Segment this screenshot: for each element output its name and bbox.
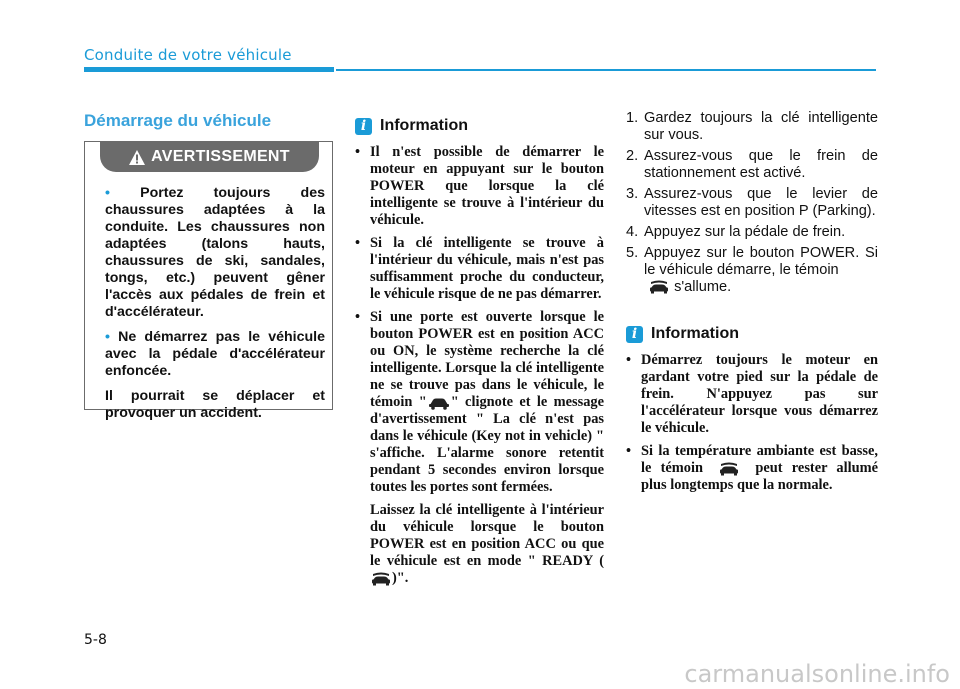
step-item bbox=[626, 245, 878, 296]
step-text: Appuyez sur le bouton POWER. Si le véhicule démarre, le témoin bbox=[644, 245, 878, 278]
info-header bbox=[626, 325, 739, 343]
watermark: carmanualsonline.info bbox=[684, 660, 950, 688]
steps-list bbox=[626, 110, 878, 300]
bullet: • bbox=[626, 352, 632, 368]
bullet: • bbox=[626, 443, 632, 459]
warning-item bbox=[105, 185, 325, 321]
info-title: Information bbox=[651, 325, 739, 342]
list-item-text: Il n'est possible de démarrer le moteur en appuyant sur le bouton POWER que lorsque la clé intelligente se trouve à l'intérieur du véhicule. bbox=[370, 144, 604, 228]
car-key-icon bbox=[427, 396, 451, 410]
step-item bbox=[626, 186, 878, 220]
list-item-text-a: Si une porte est ouverte lorsque le bouton POWER est en position ACC ou ON, le système recherche la clé intelligente. Lorsque la clé intelligente ne se trouve pas dans le véhicule, le témoin " bbox=[370, 309, 604, 410]
list-item bbox=[626, 352, 878, 437]
step-text: Assurez-vous que le levier de vitesses est en position P (Parking). bbox=[644, 186, 878, 219]
info-title: Information bbox=[380, 117, 468, 134]
paragraph-text-b: )". bbox=[392, 570, 409, 586]
list-item-text-a: Si la température ambiante est basse, le témoin bbox=[641, 443, 878, 476]
list-item-text: Démarrez toujours le moteur en gardant votre pied sur la pédale de frein. N'appuyez pas sur l'accélérateur lorsque vous démarrez le véhicule. bbox=[641, 352, 878, 436]
list-item bbox=[355, 144, 604, 229]
header-title: Conduite de votre véhicule bbox=[84, 46, 292, 64]
list-item-text-b: peut rester allumé plus longtemps que la normale. bbox=[641, 460, 878, 493]
info-icon: i bbox=[626, 326, 643, 343]
car-ready-icon bbox=[718, 461, 740, 477]
warning-item-text: Portez toujours des chaussures adaptées à la conduite. Les chaussures non adaptées (talons hauts, chaussures de ski, sandales, tongs, etc.) peuvent gêner l'accès aux pédales de frein et d'accélérateur. bbox=[105, 185, 325, 320]
bullet: • bbox=[355, 144, 361, 160]
info-list bbox=[355, 144, 604, 587]
step-number: 4. bbox=[626, 224, 639, 240]
warning-header bbox=[100, 142, 319, 172]
bullet: • bbox=[355, 235, 361, 251]
car-ready-icon bbox=[370, 571, 392, 587]
list-paragraph bbox=[355, 502, 604, 587]
info-list bbox=[626, 352, 878, 500]
step-item bbox=[626, 148, 878, 182]
info-icon: i bbox=[355, 118, 372, 135]
list-item bbox=[355, 235, 604, 303]
step-text: Gardez toujours la clé intelligente sur vous. bbox=[644, 110, 878, 143]
step-text: Assurez-vous que le frein de stationnement est activé. bbox=[644, 148, 878, 181]
step-number: 3. bbox=[626, 186, 639, 202]
bullet: • bbox=[355, 309, 361, 325]
warning-paragraph: Il pourrait se déplacer et provoquer un accident. bbox=[105, 388, 325, 421]
step-text-tail: s'allume. bbox=[674, 279, 732, 295]
step-item bbox=[626, 224, 878, 241]
warning-triangle-icon bbox=[129, 150, 145, 165]
list-item bbox=[626, 443, 878, 494]
step-number: 5. bbox=[626, 245, 639, 261]
list-item bbox=[355, 309, 604, 496]
bullet: • bbox=[105, 329, 110, 345]
list-item-text-b: " clignote et le message d'avertissement " La clé n'est pas dans le véhicule (Key not in vehicle) " s'affiche. L'alarme sonore retentit pendant 5 secondes environ lorsque toutes les portes sont fermées. bbox=[370, 394, 604, 495]
car-ready-icon bbox=[648, 279, 670, 295]
warning-item-text: Ne démarrez pas le véhicule avec la pédale d'accélérateur enfoncée. bbox=[105, 329, 325, 379]
warning-list bbox=[105, 185, 325, 422]
step-number: 1. bbox=[626, 110, 639, 126]
info-header bbox=[355, 117, 468, 135]
paragraph-text-a: Laissez la clé intelligente à l'intérieur du véhicule lorsque le bouton POWER est en position ACC ou que le véhicule est en mode " READY ( bbox=[370, 502, 604, 569]
warning-box bbox=[84, 141, 333, 421]
step-item bbox=[626, 110, 878, 144]
warning-item bbox=[105, 329, 325, 380]
warning-title: AVERTISSEMENT bbox=[151, 148, 290, 165]
page-number: 5-8 bbox=[84, 632, 107, 648]
header-rule-thick bbox=[84, 67, 334, 72]
header-rule-thin bbox=[336, 69, 876, 71]
section-title: Démarrage du véhicule bbox=[84, 111, 272, 130]
bullet: • bbox=[105, 185, 110, 201]
list-item-text: Si la clé intelligente se trouve à l'intérieur du véhicule, mais n'est pas suffisamment proche du conducteur, le véhicule risque de ne pas démarrer. bbox=[370, 235, 604, 302]
step-number: 2. bbox=[626, 148, 639, 164]
step-text: Appuyez sur la pédale de frein. bbox=[644, 224, 846, 240]
